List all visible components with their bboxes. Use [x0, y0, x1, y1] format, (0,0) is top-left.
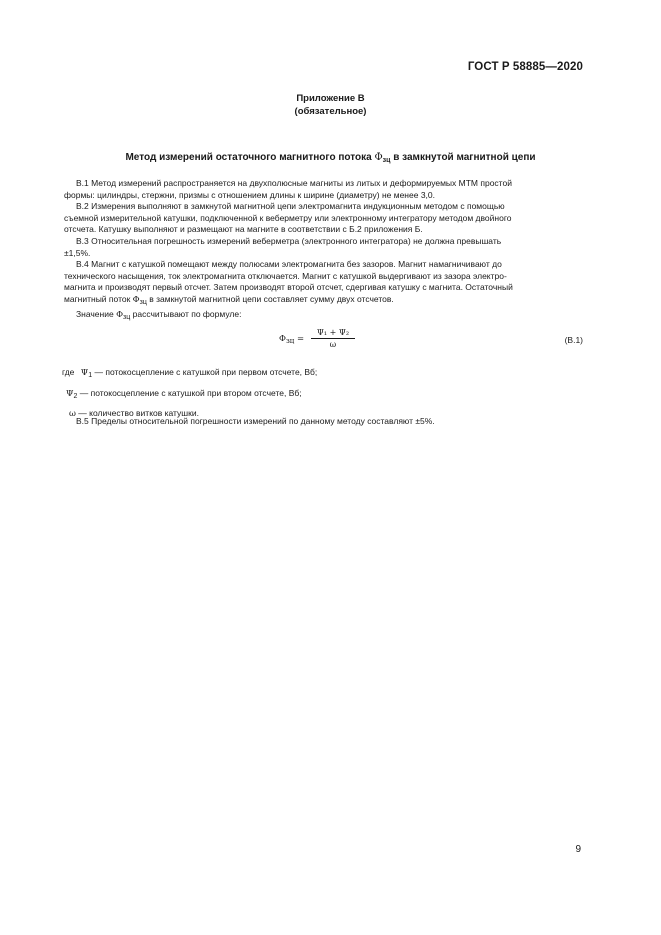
formula-lhs-subscript: зц — [285, 337, 295, 345]
psi-subscript: 1 — [88, 372, 93, 379]
flux-subscript: зц — [382, 157, 391, 164]
paragraph-calc — [76, 309, 583, 324]
formula-denominator: ω — [329, 340, 337, 349]
formula-fraction — [311, 328, 355, 349]
psi-symbol: Ψ — [80, 368, 89, 378]
formula-b1 — [279, 328, 355, 349]
paragraph-b3 — [64, 235, 583, 259]
text-line — [0, 294, 583, 309]
legend-where-word: где — [62, 367, 75, 377]
flux-subscript: зц — [123, 313, 131, 321]
appendix-status: (обязательное) — [294, 106, 367, 117]
psi-subscript: 2 — [73, 392, 78, 400]
text-line: В.1 Метод измерений распространяется на двухполюсные магниты из литых и деформируемых МТМ простой — [76, 178, 512, 188]
formula-lhs-symbol: Φ — [279, 334, 286, 344]
text-fragment: магнитный поток — [64, 293, 133, 304]
text-fragment: в замкнутой магнитной цепи составляет сумму двух отсчетов. — [146, 293, 394, 304]
legend-description: — потокосцепление с катушкой при втором отсчете, Вб; — [77, 387, 302, 398]
text-line — [76, 309, 583, 324]
paragraph-b1 — [64, 178, 583, 201]
legend-description: — потокосцепление с катушкой при первом отсчете, Вб; — [92, 367, 318, 377]
text-line: В.3 Относительная погрешность измерений веберметра (электронного интегратора) не должна превышать — [76, 235, 502, 246]
text-line: В.4 Магнит с катушкой помещают между полюсами электромагнита без зазоров. Магнит намагничивают до — [76, 259, 502, 270]
paragraph-b2 — [64, 201, 583, 236]
paragraph-b5: В.5 Пределы относительной погрешности измерений по данному методу составляют ±5%. — [76, 416, 435, 426]
text-fragment: Значение — [76, 308, 117, 319]
formula-number: (В.1) — [564, 335, 583, 345]
legend-row-psi1 — [62, 364, 317, 385]
standard-designation: ГОСТ Р 58885—2020 — [467, 61, 583, 73]
text-line: отсчета. Катушку выполняют и размещают на магните в соответствии с Б.2 приложения Б. — [64, 224, 423, 235]
page-number: 9 — [575, 844, 581, 855]
text-line: съемной измерительной катушки, подключенной к веберметру или электронному интегратору методом двойного — [64, 212, 512, 223]
section-title-text-after: в замкнутой магнитной цепи — [390, 152, 536, 163]
formula-numerator: Ψ₁ + Ψ₂ — [311, 328, 355, 339]
legend-description: — количество витков катушки. — [75, 408, 199, 418]
omega-symbol: ω — [69, 409, 76, 419]
text-line: ±1,5%. — [64, 247, 91, 258]
psi-symbol: Ψ — [66, 388, 74, 399]
formula-equals: = — [297, 334, 305, 344]
appendix-heading — [0, 92, 661, 118]
text-line: В.2 Измерения выполняют в замкнутой магнитной цепи электромагнита индукционным методом с помощью — [76, 201, 505, 212]
text-line: магнита и производят первый отсчет. Затем производят второй отсчет, сдергивая катушку с магнита. Остаточный — [64, 282, 513, 293]
text-line: технического насыщения, ток электромагнита отключается. Магнит с катушкой выдергивают из зазора электро- — [64, 270, 507, 281]
paragraph-b4 — [64, 259, 583, 308]
flux-symbol: Φ — [374, 152, 383, 163]
text-line: формы: цилиндры, стержни, призмы с отношением длины к ширине (диаметру) не менее 3,0. — [64, 189, 435, 200]
flux-symbol: Φ — [116, 309, 124, 320]
text-fragment: рассчитывают по формуле: — [130, 308, 242, 319]
section-title-text-before: Метод измерений остаточного магнитного потока — [125, 152, 375, 163]
body-text — [64, 178, 583, 323]
section-title — [0, 152, 661, 164]
flux-subscript: зц — [139, 298, 147, 306]
flux-symbol: Φ — [132, 294, 140, 305]
appendix-title: Приложение В — [296, 93, 365, 104]
formula-legend — [62, 364, 317, 423]
legend-row-psi2 — [62, 385, 317, 406]
